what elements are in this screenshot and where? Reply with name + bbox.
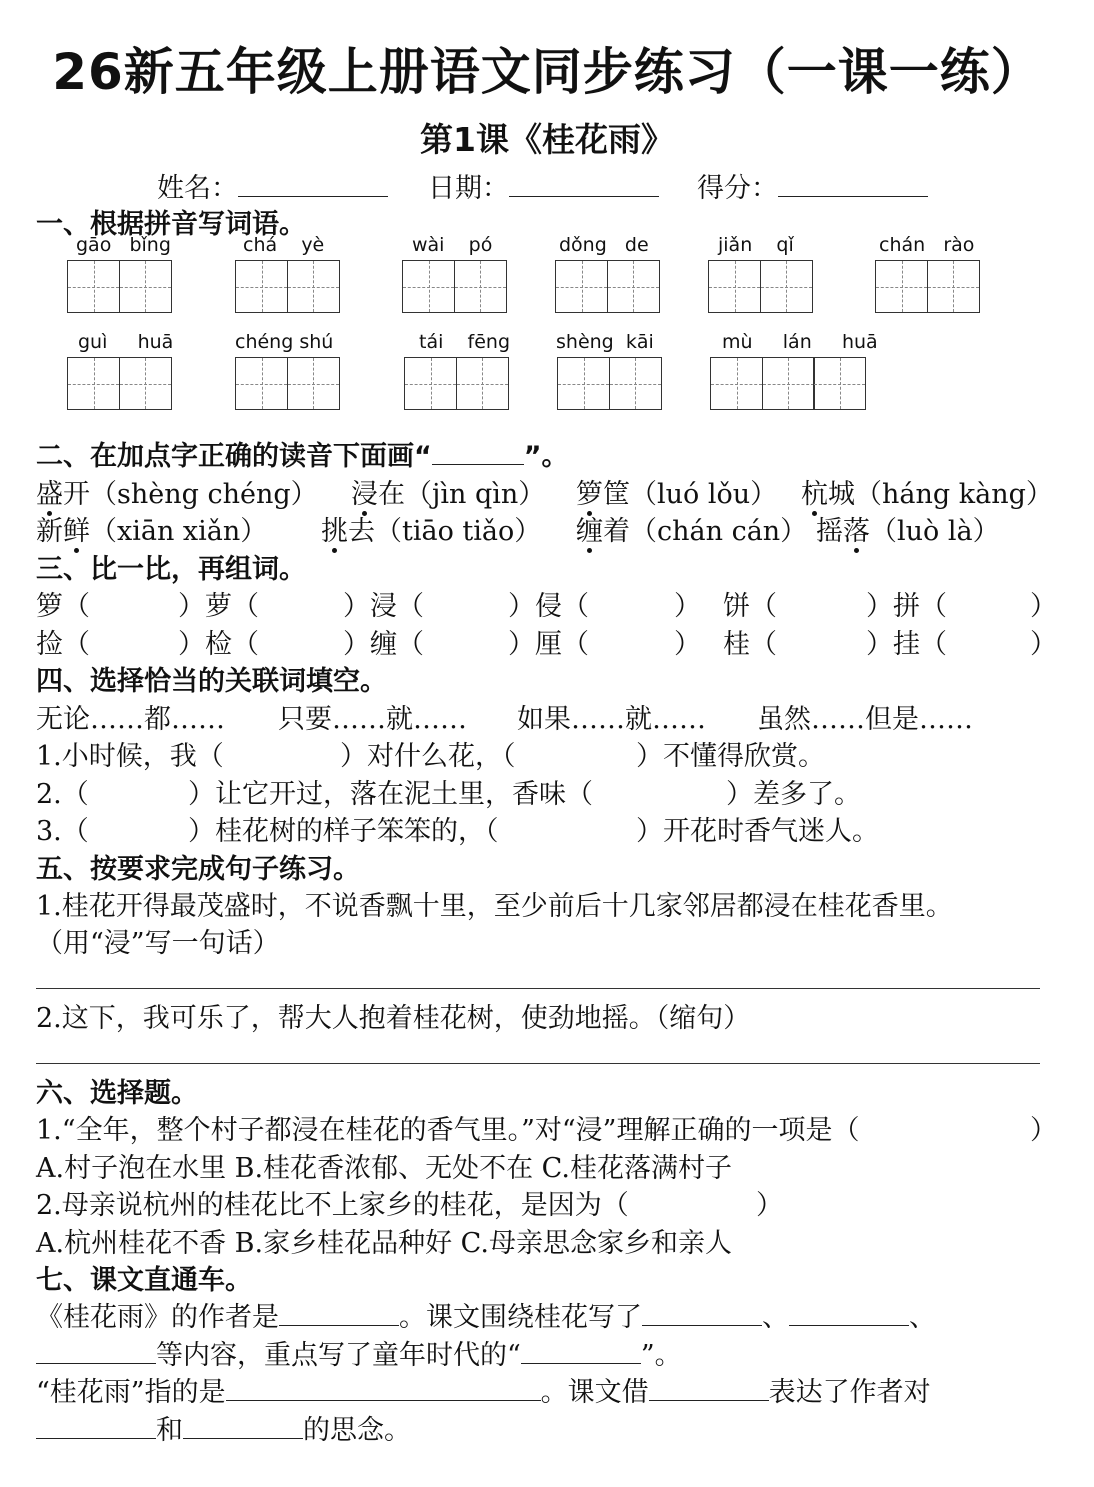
conjunction-option: 如果……就…… (517, 704, 706, 735)
writing-grid[interactable] (235, 260, 338, 313)
writing-grid[interactable] (710, 357, 865, 410)
date-blank[interactable] (509, 174, 659, 197)
question-6-2-options: A.杭州桂花不香 B.家乡桂花品种好 C.母亲思念家乡和亲人 (36, 1228, 732, 1259)
section-5-heading: 五、按要求完成句子练习。 (36, 854, 360, 885)
writing-grid[interactable] (404, 357, 507, 410)
score-field[interactable] (697, 166, 928, 205)
writing-grid[interactable] (708, 260, 811, 313)
writing-grid[interactable] (402, 260, 505, 313)
answer-line[interactable] (36, 1063, 1040, 1064)
writing-grid[interactable] (67, 357, 170, 410)
answer-line[interactable] (36, 988, 1040, 989)
pinyin-label: shèng kāi (556, 331, 654, 353)
page-title: 26新五年级上册语文同步练习（一课一练） (52, 43, 1042, 101)
section-2-heading: 二、在加点字正确的读音下面画“ ”。 (36, 441, 569, 472)
fill-blank[interactable] (521, 1343, 641, 1364)
pinyin-label: guì huā (78, 331, 174, 353)
fill-blank[interactable] (649, 1380, 769, 1401)
fill-line-3: “桂花雨”指的是 。课文借 表达了作者对 (36, 1377, 931, 1408)
score-blank[interactable] (778, 174, 928, 197)
date-label: 日期： (428, 173, 509, 204)
conjunction-option: 无论……都…… (36, 704, 225, 735)
question-5-2: 2.这下，我可乐了，帮大人抱着桂花树，使劲地摇。（缩句） (36, 1003, 751, 1034)
question-6-2: 2.母亲说杭州的桂花比不上家乡的桂花，是因为（ (36, 1190, 629, 1221)
fill-blank[interactable] (183, 1418, 303, 1439)
pinyin-label: chá yè (243, 234, 325, 256)
writing-grid[interactable] (555, 260, 658, 313)
reading-item: 浸在（jìn qìn） (351, 479, 546, 510)
question-6-1: 1.“全年，整个村子都浸在桂花的香气里。”对“浸”理解正确的一项是（ (36, 1115, 860, 1146)
fill-line-1: 《桂花雨》的作者是 。课文围绕桂花写了 、 、 (36, 1302, 936, 1333)
name-field[interactable] (157, 166, 388, 205)
score-label: 得分： (697, 173, 778, 204)
fill-blank[interactable] (789, 1305, 909, 1326)
fill-blank[interactable] (279, 1305, 399, 1326)
conjunction-option: 虽然……但是…… (757, 704, 973, 735)
fill-blank[interactable] (226, 1380, 541, 1401)
pinyin-label: tái fēng (419, 331, 511, 353)
reading-item: 箩筐（luó lǒu） (576, 479, 778, 510)
fill-blank[interactable] (36, 1418, 156, 1439)
conjunction-option: 只要……就…… (278, 704, 467, 735)
fill-line-4: 和 的思念。 (36, 1408, 411, 1447)
pinyin-label: chéng shú (235, 331, 334, 353)
question-6-1-close: ） (1030, 1115, 1057, 1146)
name-blank[interactable] (238, 174, 388, 197)
question-6-2-close: ） (756, 1190, 783, 1221)
section-3-heading: 三、比一比，再组词。 (36, 554, 306, 585)
name-label: 姓名： (157, 173, 238, 204)
fill-blank[interactable] (642, 1305, 762, 1326)
section-7-heading: 七、课文直通车。 (36, 1265, 252, 1296)
writing-grid[interactable] (67, 260, 170, 313)
pinyin-label: gāo bǐng (76, 234, 171, 256)
date-field[interactable] (428, 166, 659, 205)
reading-item: 盛开（shèng chéng） (36, 479, 318, 510)
pinyin-label: chán rào (879, 234, 975, 256)
reading-item: 缠着（chán cán） (576, 516, 808, 547)
section-1-heading: 一、根据拼音写词语。 (36, 209, 306, 240)
fill-line-2: 等内容，重点写了童年时代的“ ”。 (36, 1333, 682, 1372)
reading-item: 摇落（luò là） (816, 516, 1000, 547)
reading-item: 新鲜（xiān xiǎn） (36, 516, 268, 547)
fill-blank[interactable] (36, 1343, 156, 1364)
pinyin-label: dǒng de (559, 234, 649, 256)
pinyin-label: mù lán huā (722, 331, 878, 353)
reading-item: 挑去（tiāo tiǎo） (321, 516, 542, 547)
lesson-title: 第1课《桂花雨》 (420, 120, 674, 159)
writing-grid[interactable] (875, 260, 978, 313)
pinyin-label: jiǎn qǐ (718, 234, 794, 256)
question-5-1-instruction: （用“浸”写一句话） (36, 928, 280, 959)
writing-grid[interactable] (557, 357, 660, 410)
pinyin-label: wài pó (412, 234, 493, 256)
section-4-heading: 四、选择恰当的关联词填空。 (36, 666, 387, 697)
section-6-heading: 六、选择题。 (36, 1078, 198, 1109)
question-5-1: 1.桂花开得最茂盛时，不说香飘十里，至少前后十几家邻居都浸在桂花香里。 (36, 891, 953, 922)
reading-item: 杭城（háng kàng） (801, 479, 1053, 510)
writing-grid[interactable] (235, 357, 338, 410)
question-6-1-options: A.村子泡在水里 B.桂花香浓郁、无处不在 C.桂花落满村子 (36, 1153, 732, 1184)
